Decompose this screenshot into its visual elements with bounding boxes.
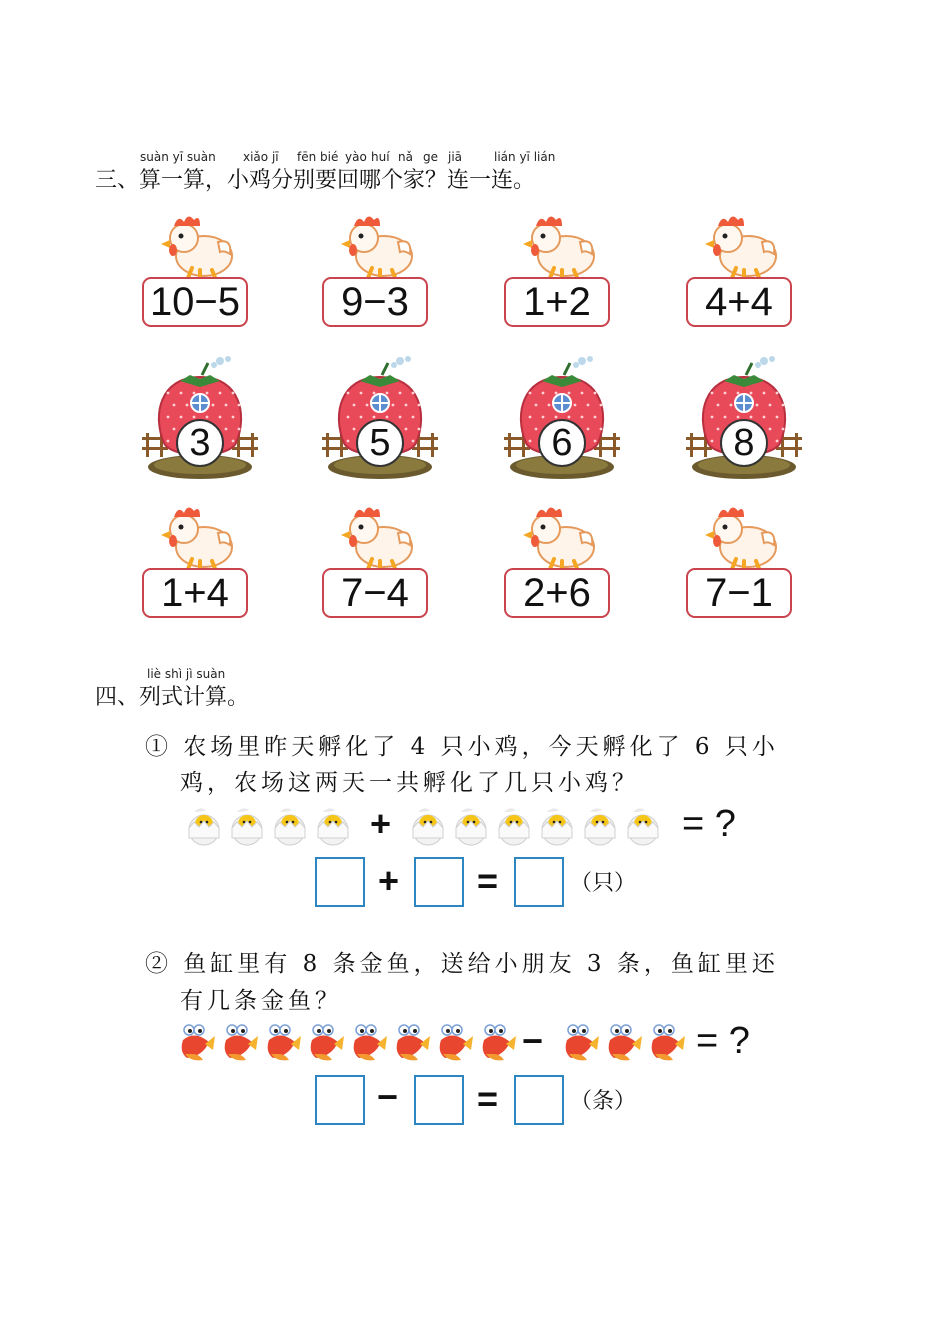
goldfish-icon — [390, 1020, 432, 1064]
problem1-answer-box-3[interactable] — [514, 857, 564, 907]
chick-egg-icon — [539, 804, 575, 846]
chick-egg-icon — [625, 804, 661, 846]
house-number: 5 — [356, 419, 404, 467]
problem1-op: + — [378, 860, 400, 901]
hen-icon — [336, 503, 416, 573]
top-expression-box[interactable]: 10−5 — [142, 277, 248, 327]
chick-egg-icon — [272, 804, 308, 846]
goldfish-icon — [559, 1020, 601, 1064]
problem2-answer-box-1[interactable] — [315, 1075, 365, 1125]
goldfish-icon — [175, 1020, 217, 1064]
bottom-expression-box[interactable]: 1+4 — [142, 568, 248, 618]
goldfish-icon — [218, 1020, 260, 1064]
problem2-unit: （条） — [570, 1089, 637, 1114]
bottom-expression-box[interactable]: 2+6 — [504, 568, 610, 618]
goldfish-icon — [476, 1020, 518, 1064]
pinyin-xiao-ji: xiǎo jī — [243, 150, 279, 164]
top-expression-box[interactable]: 9−3 — [322, 277, 428, 327]
problem2-line2: 有几条金鱼？ — [180, 988, 342, 1014]
pinyin-na: nǎ — [398, 150, 413, 164]
problem2-equals-question: = ? — [696, 1020, 750, 1062]
house-number: 6 — [538, 419, 586, 467]
problem1-plus: + — [370, 803, 392, 844]
section3-title: 三、算一算，小鸡分别要回哪个家？连一连。 — [95, 168, 536, 193]
hen-icon — [518, 212, 598, 282]
problem1-answer-box-1[interactable] — [315, 857, 365, 907]
chick-egg-icon — [410, 804, 446, 846]
chick-egg-icon — [186, 804, 222, 846]
top-expression-box[interactable]: 4+4 — [686, 277, 792, 327]
goldfish-icon — [433, 1020, 475, 1064]
goldfish-icon — [304, 1020, 346, 1064]
pinyin-fen-bie: fēn bié — [297, 150, 339, 164]
pinyin-suan-yi-suan: suàn yī suàn — [140, 150, 216, 164]
house-number: 8 — [720, 419, 768, 467]
pinyin-hui: huí — [371, 150, 390, 164]
problem2-answer-box-2[interactable] — [414, 1075, 464, 1125]
hen-icon — [518, 503, 598, 573]
top-expression-box[interactable]: 1+2 — [504, 277, 610, 327]
house-number: 3 — [176, 419, 224, 467]
problem2-line1: ② 鱼缸里有 8 条金鱼，送给小朋友 3 条，鱼缸里还 — [145, 951, 779, 977]
pinyin-ge: ge — [423, 150, 438, 164]
problem2-minus: − — [522, 1020, 544, 1061]
pinyin-yao: yào — [345, 150, 367, 164]
problem2-op: − — [377, 1076, 399, 1117]
chick-egg-icon — [229, 804, 265, 846]
pinyin-jia: jiā — [448, 150, 463, 164]
chick-egg-icon — [315, 804, 351, 846]
problem1-unit: （只） — [570, 871, 637, 896]
problem1-equals-question: = ? — [682, 803, 736, 845]
chick-egg-icon — [453, 804, 489, 846]
pinyin-lian-yi-lian: lián yī lián — [494, 150, 556, 164]
goldfish-icon — [645, 1020, 687, 1064]
problem1-line1: ① 农场里昨天孵化了 4 只小鸡，今天孵化了 6 只小 — [145, 734, 779, 760]
bottom-expression-box[interactable]: 7−4 — [322, 568, 428, 618]
section4-pinyin: liè shì jì suàn — [147, 667, 226, 681]
chick-egg-icon — [496, 804, 532, 846]
goldfish-icon — [602, 1020, 644, 1064]
problem1-eq: = — [477, 860, 499, 901]
problem2-answer-box-3[interactable] — [514, 1075, 564, 1125]
goldfish-icon — [261, 1020, 303, 1064]
problem1-answer-box-2[interactable] — [414, 857, 464, 907]
section4-title: 四、列式计算。 — [95, 685, 250, 710]
hen-icon — [156, 212, 236, 282]
problem2-eq: = — [477, 1078, 499, 1119]
hen-icon — [336, 212, 416, 282]
hen-icon — [156, 503, 236, 573]
problem1-line2: 鸡，农场这两天一共孵化了几只小鸡？ — [180, 770, 639, 796]
bottom-expression-box[interactable]: 7−1 — [686, 568, 792, 618]
hen-icon — [700, 212, 780, 282]
chick-egg-icon — [582, 804, 618, 846]
goldfish-icon — [347, 1020, 389, 1064]
hen-icon — [700, 503, 780, 573]
